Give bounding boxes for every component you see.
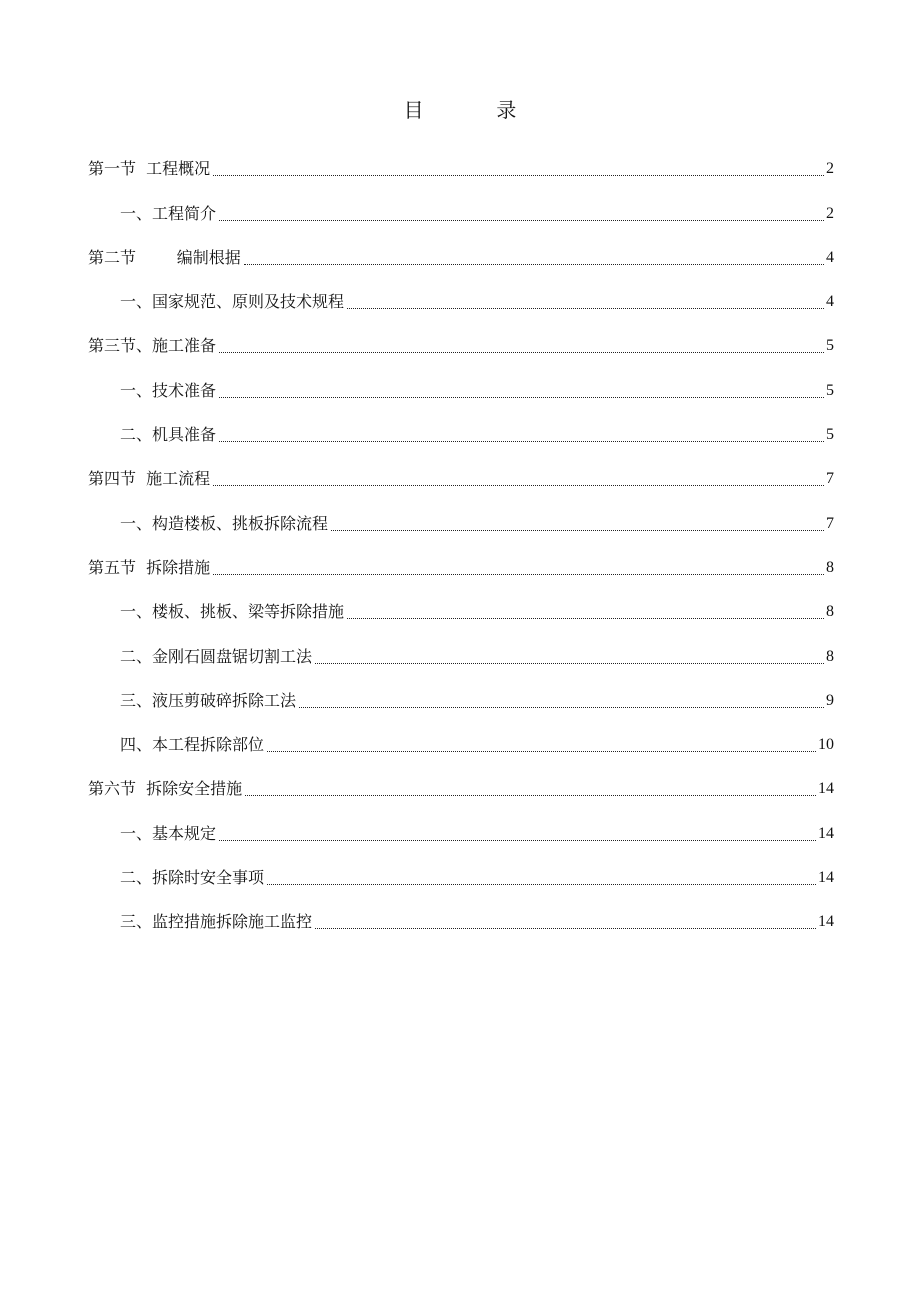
toc-page-number: 10 xyxy=(818,736,834,754)
toc-entry-text: 三、液压剪破碎拆除工法 xyxy=(120,690,297,710)
dot-leader xyxy=(219,397,824,398)
toc-subsection-entry[interactable] xyxy=(88,849,834,893)
toc-page-number: 2 xyxy=(826,160,834,178)
toc-page-number: 4 xyxy=(826,293,834,311)
toc-entry-text: 二、机具准备 xyxy=(120,425,217,445)
toc-subsection-entry[interactable] xyxy=(88,672,834,716)
toc-page-number: 7 xyxy=(826,470,834,488)
toc-entry-text: 第二节 编制根据 xyxy=(88,247,241,267)
toc-entry-text: 第六节 拆除安全措施 xyxy=(88,779,243,799)
toc-subsection-entry[interactable] xyxy=(88,627,834,671)
toc-section-entry[interactable] xyxy=(88,140,834,184)
toc-page-number: 8 xyxy=(826,558,834,576)
dot-leader xyxy=(267,751,816,752)
toc-page-number: 5 xyxy=(826,381,834,399)
toc-entry-text: 第三节、施工准备 xyxy=(88,336,217,356)
dot-leader xyxy=(213,574,824,575)
dot-leader xyxy=(219,441,824,442)
toc-page-number: 9 xyxy=(826,691,834,709)
dot-leader xyxy=(331,530,824,531)
dot-leader xyxy=(244,264,824,265)
toc-section-entry[interactable] xyxy=(88,317,834,361)
dot-leader xyxy=(213,175,824,176)
toc-subsection-entry[interactable] xyxy=(88,361,834,405)
toc-entry-text: 一、楼板、挑板、梁等拆除措施 xyxy=(120,602,345,622)
toc-entry-text: 一、工程简介 xyxy=(120,203,217,223)
toc-title: 目 录 xyxy=(403,98,537,122)
toc-subsection-entry[interactable] xyxy=(88,406,834,450)
toc-page-number: 4 xyxy=(826,248,834,266)
toc-list xyxy=(88,140,834,937)
dot-leader xyxy=(219,840,816,841)
toc-section-entry[interactable] xyxy=(88,539,834,583)
dot-leader xyxy=(213,485,824,486)
toc-page-number: 5 xyxy=(826,337,834,355)
toc-subsection-entry[interactable] xyxy=(88,893,834,937)
toc-entry-text: 第五节 拆除措施 xyxy=(88,557,211,577)
toc-subsection-entry[interactable] xyxy=(88,804,834,848)
toc-subsection-entry[interactable] xyxy=(88,494,834,538)
toc-entry-text: 第一节 工程概况 xyxy=(88,159,211,179)
dot-leader xyxy=(219,220,824,221)
toc-entry-text: 一、技术准备 xyxy=(120,380,217,400)
dot-leader xyxy=(315,663,824,664)
toc-entry-text: 一、国家规范、原则及技术规程 xyxy=(120,292,345,312)
toc-entry-text: 二、金刚石圆盘锯切割工法 xyxy=(120,646,313,666)
toc-entry-text: 第四节 施工流程 xyxy=(88,469,211,489)
toc-subsection-entry[interactable] xyxy=(88,184,834,228)
toc-section-entry[interactable] xyxy=(88,760,834,804)
toc-entry-text: 二、拆除时安全事项 xyxy=(120,868,265,888)
dot-leader xyxy=(347,618,824,619)
toc-entry-text: 一、构造楼板、挑板拆除流程 xyxy=(120,513,329,533)
toc-entry-text: 三、监控措施拆除施工监控 xyxy=(120,912,313,932)
toc-page-number: 14 xyxy=(818,913,834,931)
dot-leader xyxy=(347,308,824,309)
toc-page-number: 2 xyxy=(826,204,834,222)
dot-leader xyxy=(267,884,816,885)
dot-leader xyxy=(219,352,824,353)
toc-subsection-entry[interactable] xyxy=(88,716,834,760)
toc-subsection-entry[interactable] xyxy=(88,273,834,317)
toc-page-number: 8 xyxy=(826,603,834,621)
toc-entry-text: 四、本工程拆除部位 xyxy=(120,735,265,755)
toc-page-number: 7 xyxy=(826,514,834,532)
dot-leader xyxy=(299,707,824,708)
toc-page-number: 5 xyxy=(826,426,834,444)
dot-leader xyxy=(245,795,816,796)
toc-subsection-entry[interactable] xyxy=(88,583,834,627)
toc-section-entry[interactable] xyxy=(88,229,834,273)
toc-section-entry[interactable] xyxy=(88,450,834,494)
toc-page-number: 8 xyxy=(826,647,834,665)
toc-page-number: 14 xyxy=(818,780,834,798)
toc-page-number: 14 xyxy=(818,869,834,887)
toc-page-number: 14 xyxy=(818,824,834,842)
dot-leader xyxy=(315,928,816,929)
toc-entry-text: 一、基本规定 xyxy=(120,823,217,843)
